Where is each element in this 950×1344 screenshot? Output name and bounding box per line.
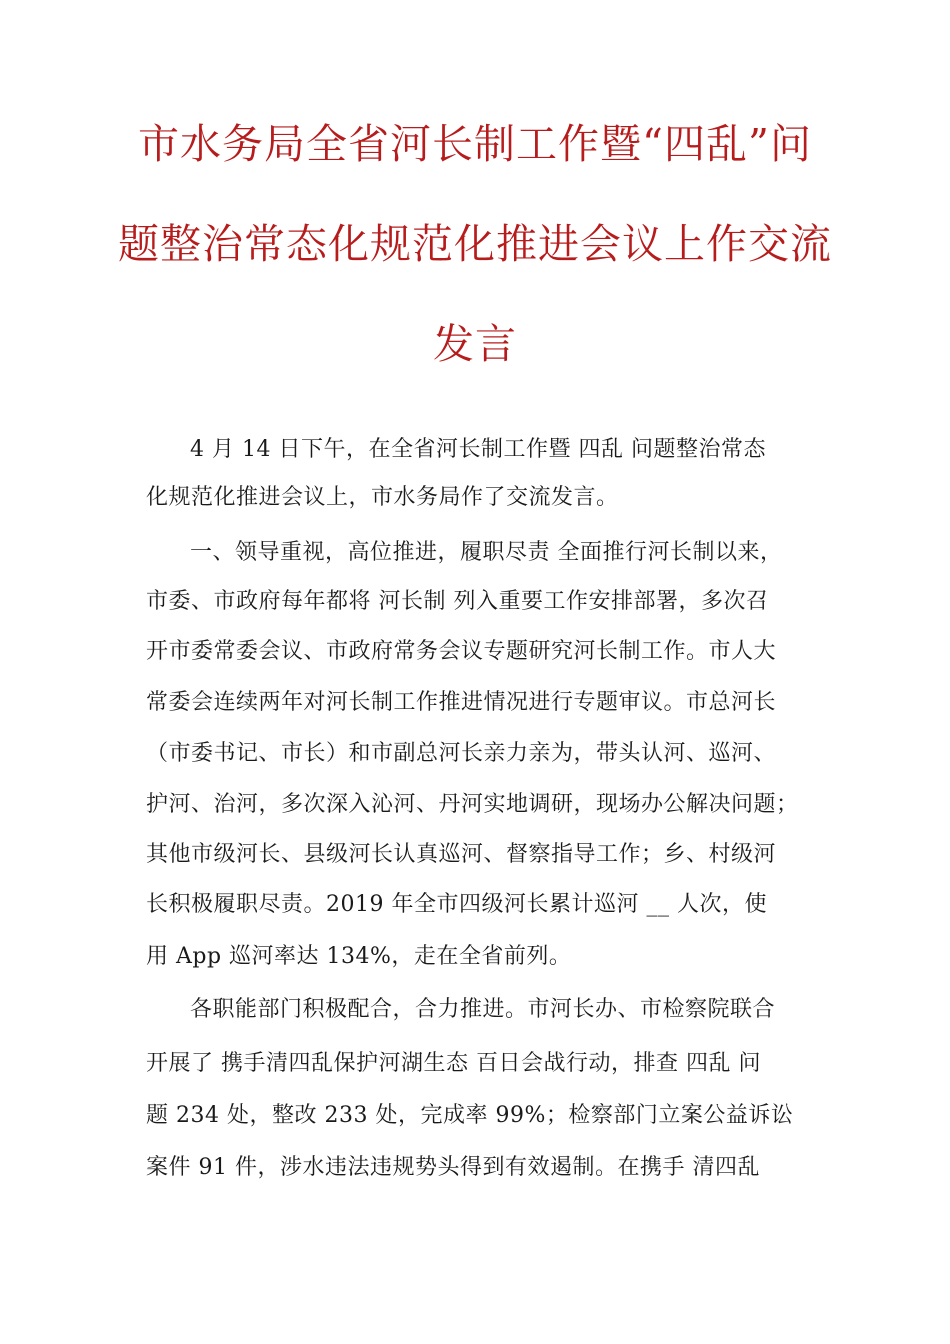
body-line-15: 案件 91 件，涉水违法违规势头得到有效遏制。在携手 清四乱 bbox=[146, 1155, 760, 1180]
body-line-5: 开市委常委会议、市政府常务会议专题研究河长制工作。市人大 bbox=[146, 639, 777, 664]
body-line-3: 一、领导重视，高位推进，履职尽责 全面推行河长制以来， bbox=[190, 540, 783, 565]
document-title-line-3: 发言 bbox=[433, 320, 517, 368]
body-line-10: 长积极履职尽责。2019 年全市四级河长累计巡河 __ 人次，使 bbox=[146, 892, 767, 917]
body-line-2: 化规范化推进会议上，市水务局作了交流发言。 bbox=[146, 485, 619, 510]
document-title-line-2: 题整治常态化规范化推进会议上作交流 bbox=[118, 220, 832, 268]
body-line-8: 护河、治河，多次深入沁河、丹河实地调研，现场办公解决问题； bbox=[146, 792, 799, 817]
body-line-7: （市委书记、市长）和市副总河长亲力亲为，带头认河、巡河、 bbox=[146, 741, 777, 766]
body-line-14: 题 234 处，整改 233 处，完成率 99%；检察部门立案公益诉讼 bbox=[146, 1103, 794, 1128]
body-line-4: 市委、市政府每年都将 河长制 列入重要工作安排部署，多次召 bbox=[146, 589, 769, 614]
document-title-line-1: 市水务局全省河长制工作暨“四乱”问 bbox=[138, 120, 812, 168]
body-line-11: 用 App 巡河率达 134%，走在全省前列。 bbox=[146, 944, 572, 969]
body-line-12: 各职能部门积极配合，合力推进。市河长办、市检察院联合 bbox=[190, 997, 776, 1022]
body-line-1: 4 月 14 日下午，在全省河长制工作暨 四乱 问题整治常态 bbox=[190, 437, 766, 462]
body-line-6: 常委会连续两年对河长制工作推进情况进行专题审议。市总河长 bbox=[146, 690, 777, 715]
body-line-9: 其他市级河长、县级河长认真巡河、督察指导工作；乡、村级河 bbox=[146, 842, 777, 867]
body-line-13: 开展了 携手清四乱保护河湖生态 百日会战行动，排查 四乱 问 bbox=[146, 1051, 761, 1076]
